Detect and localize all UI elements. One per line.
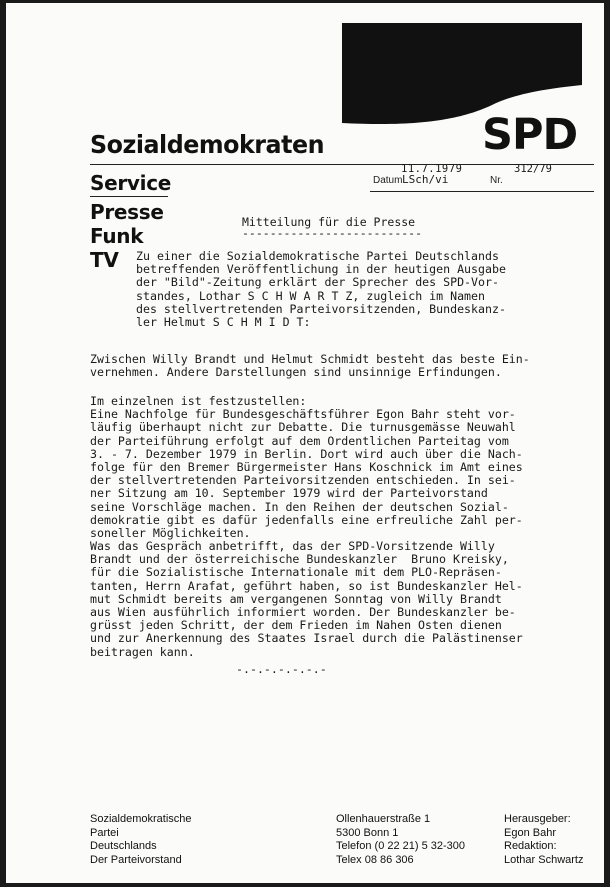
footer-line: Redaktion: <box>504 840 557 852</box>
paragraph-3: Was das Gespräch anbetrifft, das der SPD-Vorsitzende Willy Brandt und der österreichische Bundeskanzler Bruno Kreisky, für die Sozialistische Internationale mit dem PLO-Repräsen- tanten, Herrn Arafat, geführt haben, so ist Bundeskanzler Hel- mut Schmidt bereits am vergangenen Sonntag von Willy Brandt aus Wien ausführlich informiert worden. Der Bundeskanzler be- grüsst jeden Schritt, der dem Frieden im Nahen Osten dienen und zur Anerkennung des Staates Israel durch die Palästinenser beitragen kann. <box>90 539 523 659</box>
footer-line: Sozialdemokratische <box>90 813 192 825</box>
paragraph-2: Im einzelnen ist festzustellen: Eine Nachfolge für Bundesgeschäftsführer Egon Bahr steht vor- läufig überhaupt nicht zur Debatte. Die turnusgemässe Neuwahl der Parteiführung erfolgt auf dem Ordentlichen Parteitag vom 3. - 7. Dezember 1979 in Berlin. Dort wird auch über die Nach- folge für den Bremer Bürgermeister Hans Koschnick im Amt eines der stellvertretenden Parteivorsitzenden entschieden. In sei- ner Sitzung am 10. September 1979 wird der Parteivorstand seine Vorschläge machen. In den Reihen der deutschen Sozial- demokratie gibt es dafür jedenfalls eine erfreuliche Zahl per- soneller Möglichkeiten. <box>90 394 523 541</box>
subject-title: Mitteilung für die Presse <box>242 215 416 229</box>
footer-line: Egon Bahr <box>504 826 556 839</box>
reference-code: LSch/vi <box>402 173 449 186</box>
meta-rule <box>370 191 594 192</box>
service-rule <box>90 196 168 197</box>
section-funk: Funk <box>90 224 144 248</box>
footer-line: Partei <box>90 826 119 839</box>
footer-line: 5300 Bonn 1 <box>336 826 399 839</box>
footer-line: Herausgeber: <box>504 813 571 825</box>
intro-paragraph: Zu einer die Sozialdemokratische Partei Deutschlands betreffenden Veröffentlichung in der heutigen Ausgabe der "Bild"-Zeitung erklärt der Sprecher des SPD-Vor- standes, Lothar S C H W A R T Z, zugleich im Namen des stellvertretenden Parteivorsitzenden, Bundeskanz- ler Helmut S C H M I D T: <box>136 249 506 330</box>
footer-address <box>336 813 465 867</box>
paragraph-1: Zwischen Willy Brandt und Helmut Schmidt besteht das beste Ein- vernehmen. Andere Darstellungen sind unsinnige Erfindungen. <box>90 352 530 380</box>
footer-line: Telex 08 86 306 <box>336 853 414 866</box>
brand-name: Sozialdemokraten <box>90 130 325 159</box>
letter-date: 11.7.1979 <box>401 163 463 175</box>
datum-label: Datum <box>373 175 403 186</box>
subject-underline: -------------------------- <box>242 226 423 240</box>
section-tv: TV <box>90 248 119 272</box>
footer-line: Ollenhauerstraße 1 <box>336 813 431 825</box>
logo-text: SPD <box>482 110 578 160</box>
footer-org <box>90 813 192 867</box>
letter-page <box>6 3 604 883</box>
footer-editors <box>504 813 583 867</box>
footer-line: Telefon (0 22 21) 5 32-300 <box>336 840 466 852</box>
section-presse: Presse <box>90 200 164 224</box>
footer-line: Lothar Schwartz <box>504 853 584 866</box>
footer-line: Der Parteivorstand <box>90 853 182 866</box>
nr-label: Nr. <box>490 175 503 186</box>
section-service: Service <box>90 171 172 195</box>
letter-number: 312/79 <box>514 163 552 175</box>
spd-logo <box>342 23 582 160</box>
footer-line: Deutschlands <box>90 840 157 852</box>
closing-marks: -.-.-.-.-.-.- <box>236 662 327 676</box>
